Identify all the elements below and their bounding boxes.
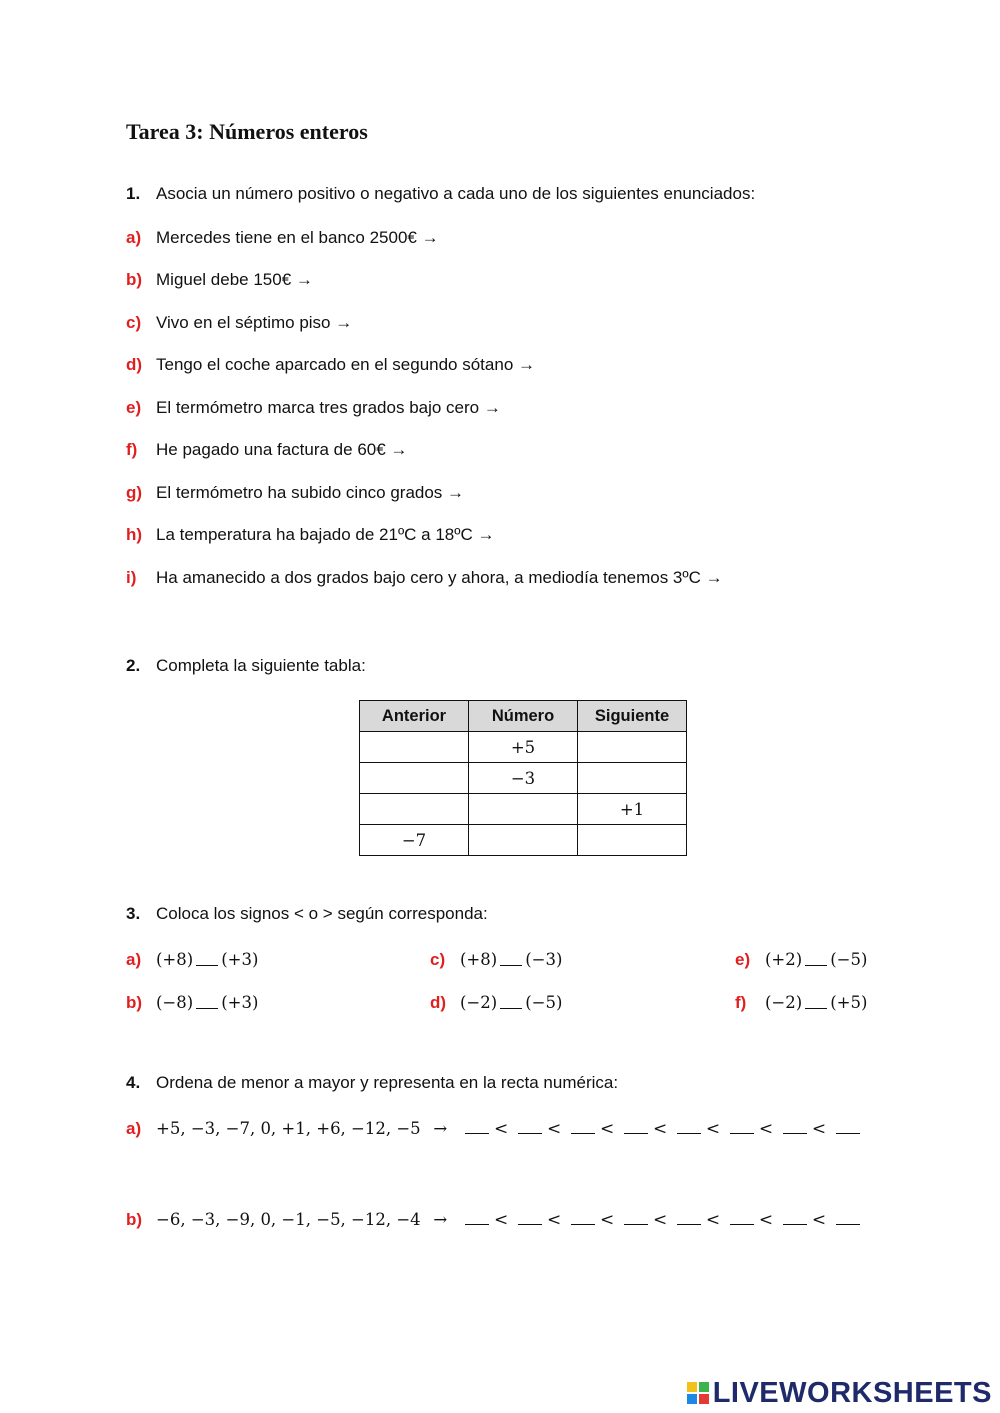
liveworksheets-logo <box>687 1377 992 1410</box>
q1-item <box>126 313 352 333</box>
sign-blank[interactable] <box>805 1007 827 1009</box>
table-row <box>360 732 687 763</box>
less-than-sign: < <box>599 1210 615 1230</box>
order-blank[interactable] <box>624 1133 648 1134</box>
order-blank[interactable] <box>571 1133 595 1134</box>
sign-blank[interactable] <box>500 964 522 966</box>
item-text: He pagado una factura de 60€ → <box>156 440 408 459</box>
sign-blank[interactable] <box>196 1007 218 1009</box>
arrow-icon: → <box>433 1210 448 1229</box>
table-row <box>360 794 687 825</box>
item-text: Miguel debe 150€ → <box>156 270 313 289</box>
order-blank[interactable] <box>783 1224 807 1225</box>
table-cell-answer[interactable] <box>578 763 687 794</box>
table-cell-answer[interactable] <box>469 794 578 825</box>
page-title: Tarea 3: Números enteros <box>126 119 368 144</box>
q2-prompt: Completa la siguiente tabla: <box>156 656 366 675</box>
q1-item <box>126 228 439 248</box>
values-list: −6, −3, −9, 0, −1, −5, −12, −4 <box>156 1210 421 1229</box>
order-blank[interactable] <box>571 1224 595 1225</box>
right-value: (+3) <box>221 950 259 969</box>
q3-prompt: Coloca los signos < o > según corresponda: <box>156 904 488 923</box>
header-numero: Número <box>469 701 578 732</box>
table-cell: +5 <box>469 732 578 763</box>
item-letter: d) <box>430 993 447 1012</box>
q4-prompt: Ordena de menor a mayor y representa en la recta numérica: <box>156 1073 619 1092</box>
right-value: (+5) <box>830 993 868 1012</box>
q3-prompt-line <box>126 904 488 924</box>
table-row <box>360 825 687 856</box>
item-letter: e) <box>735 950 751 969</box>
less-than-sign: < <box>705 1210 721 1230</box>
item-letter: b) <box>126 1210 143 1229</box>
q2-prompt-line <box>126 656 366 676</box>
item-letter: d) <box>126 355 143 374</box>
liveworksheets-logo-icon <box>687 1382 709 1404</box>
item-letter: f) <box>126 440 138 459</box>
header-siguiente: Siguiente <box>578 701 687 732</box>
less-than-sign: < <box>652 1119 668 1139</box>
q2-table <box>359 700 687 856</box>
q3-item <box>735 993 867 1013</box>
item-letter: f) <box>735 993 747 1012</box>
less-than-sign: < <box>758 1119 774 1139</box>
table-header-row <box>360 701 687 732</box>
logo-text: LIVEWORKSHEETS <box>712 1377 992 1409</box>
table-cell-answer[interactable] <box>469 825 578 856</box>
q1-number: 1. <box>126 184 141 203</box>
table-cell: +1 <box>578 794 687 825</box>
left-value: (+8) <box>156 950 194 969</box>
order-blank[interactable] <box>730 1133 754 1134</box>
q3-item <box>430 993 562 1013</box>
table-cell-answer[interactable] <box>578 825 687 856</box>
q1-prompt: Asocia un número positivo o negativo a cada uno de los siguientes enunciados: <box>156 184 756 203</box>
table-cell-answer[interactable] <box>360 763 469 794</box>
less-than-sign: < <box>599 1119 615 1139</box>
order-blank[interactable] <box>518 1224 542 1225</box>
q4-prompt-line <box>126 1073 618 1093</box>
table-cell: −7 <box>360 825 469 856</box>
item-letter: h) <box>126 525 143 544</box>
table-cell-answer[interactable] <box>360 794 469 825</box>
item-letter: c) <box>430 950 446 969</box>
order-blank[interactable] <box>730 1224 754 1225</box>
item-text: La temperatura ha bajado de 21ºC a 18ºC → <box>156 525 495 544</box>
less-than-sign: < <box>546 1119 562 1139</box>
left-value: (+8) <box>460 950 498 969</box>
item-text: Ha amanecido a dos grados bajo cero y ahora, a mediodía tenemos 3ºC → <box>156 568 723 587</box>
item-letter: a) <box>126 228 142 247</box>
less-than-sign: < <box>758 1210 774 1230</box>
q1-item <box>126 355 535 375</box>
item-letter: b) <box>126 993 143 1012</box>
item-text: Tengo el coche aparcado en el segundo sótano → <box>156 355 535 374</box>
q3-item <box>430 950 562 970</box>
right-value: (−5) <box>525 993 563 1012</box>
q4-item <box>126 1210 865 1230</box>
left-value: (−2) <box>460 993 498 1012</box>
item-letter: b) <box>126 270 143 289</box>
right-value: (−3) <box>525 950 563 969</box>
item-letter: i) <box>126 568 137 587</box>
item-text: El termómetro marca tres grados bajo cero → <box>156 398 501 417</box>
order-blank[interactable] <box>465 1133 489 1134</box>
item-letter: a) <box>126 1119 142 1138</box>
item-letter: e) <box>126 398 142 417</box>
q3-number: 3. <box>126 904 141 923</box>
q1-item <box>126 398 501 418</box>
less-than-sign: < <box>811 1210 827 1230</box>
q1-item <box>126 525 494 545</box>
item-text: Mercedes tiene en el banco 2500€ → <box>156 228 439 247</box>
arrow-icon: → <box>433 1119 448 1138</box>
q1-item <box>126 440 407 460</box>
q4-item <box>126 1119 865 1139</box>
q2-number: 2. <box>126 656 141 675</box>
order-blank[interactable] <box>783 1133 807 1134</box>
less-than-sign: < <box>493 1119 509 1139</box>
right-value: (−5) <box>830 950 868 969</box>
left-value: (−2) <box>765 993 803 1012</box>
sign-blank[interactable] <box>500 1007 522 1009</box>
q1-prompt-line <box>126 184 755 204</box>
sign-blank[interactable] <box>196 964 218 966</box>
less-than-sign: < <box>546 1210 562 1230</box>
order-blank[interactable] <box>836 1224 860 1225</box>
table-cell-answer[interactable] <box>578 732 687 763</box>
item-text: Vivo en el séptimo piso → <box>156 313 353 332</box>
right-value: (+3) <box>221 993 259 1012</box>
q1-item <box>126 568 723 588</box>
order-blank[interactable] <box>677 1133 701 1134</box>
table-cell-answer[interactable] <box>360 732 469 763</box>
q1-item <box>126 483 464 503</box>
values-list: +5, −3, −7, 0, +1, +6, −12, −5 <box>156 1119 421 1138</box>
left-value: (+2) <box>765 950 803 969</box>
order-blank[interactable] <box>518 1133 542 1134</box>
order-blank[interactable] <box>677 1224 701 1225</box>
header-anterior: Anterior <box>360 701 469 732</box>
left-value: (−8) <box>156 993 194 1012</box>
less-than-sign: < <box>705 1119 721 1139</box>
table-cell: −3 <box>469 763 578 794</box>
sign-blank[interactable] <box>805 964 827 966</box>
less-than-sign: < <box>652 1210 668 1230</box>
item-text: El termómetro ha subido cinco grados → <box>156 483 465 502</box>
order-blank[interactable] <box>624 1224 648 1225</box>
q3-item <box>126 993 258 1013</box>
table-row <box>360 763 687 794</box>
item-letter: g) <box>126 483 143 502</box>
q3-item <box>126 950 258 970</box>
order-blank[interactable] <box>465 1224 489 1225</box>
item-letter: c) <box>126 313 142 332</box>
item-letter: a) <box>126 950 142 969</box>
q4-number: 4. <box>126 1073 141 1092</box>
less-than-sign: < <box>811 1119 827 1139</box>
order-blank[interactable] <box>836 1133 860 1134</box>
q3-item <box>735 950 867 970</box>
q1-item <box>126 270 313 290</box>
less-than-sign: < <box>493 1210 509 1230</box>
